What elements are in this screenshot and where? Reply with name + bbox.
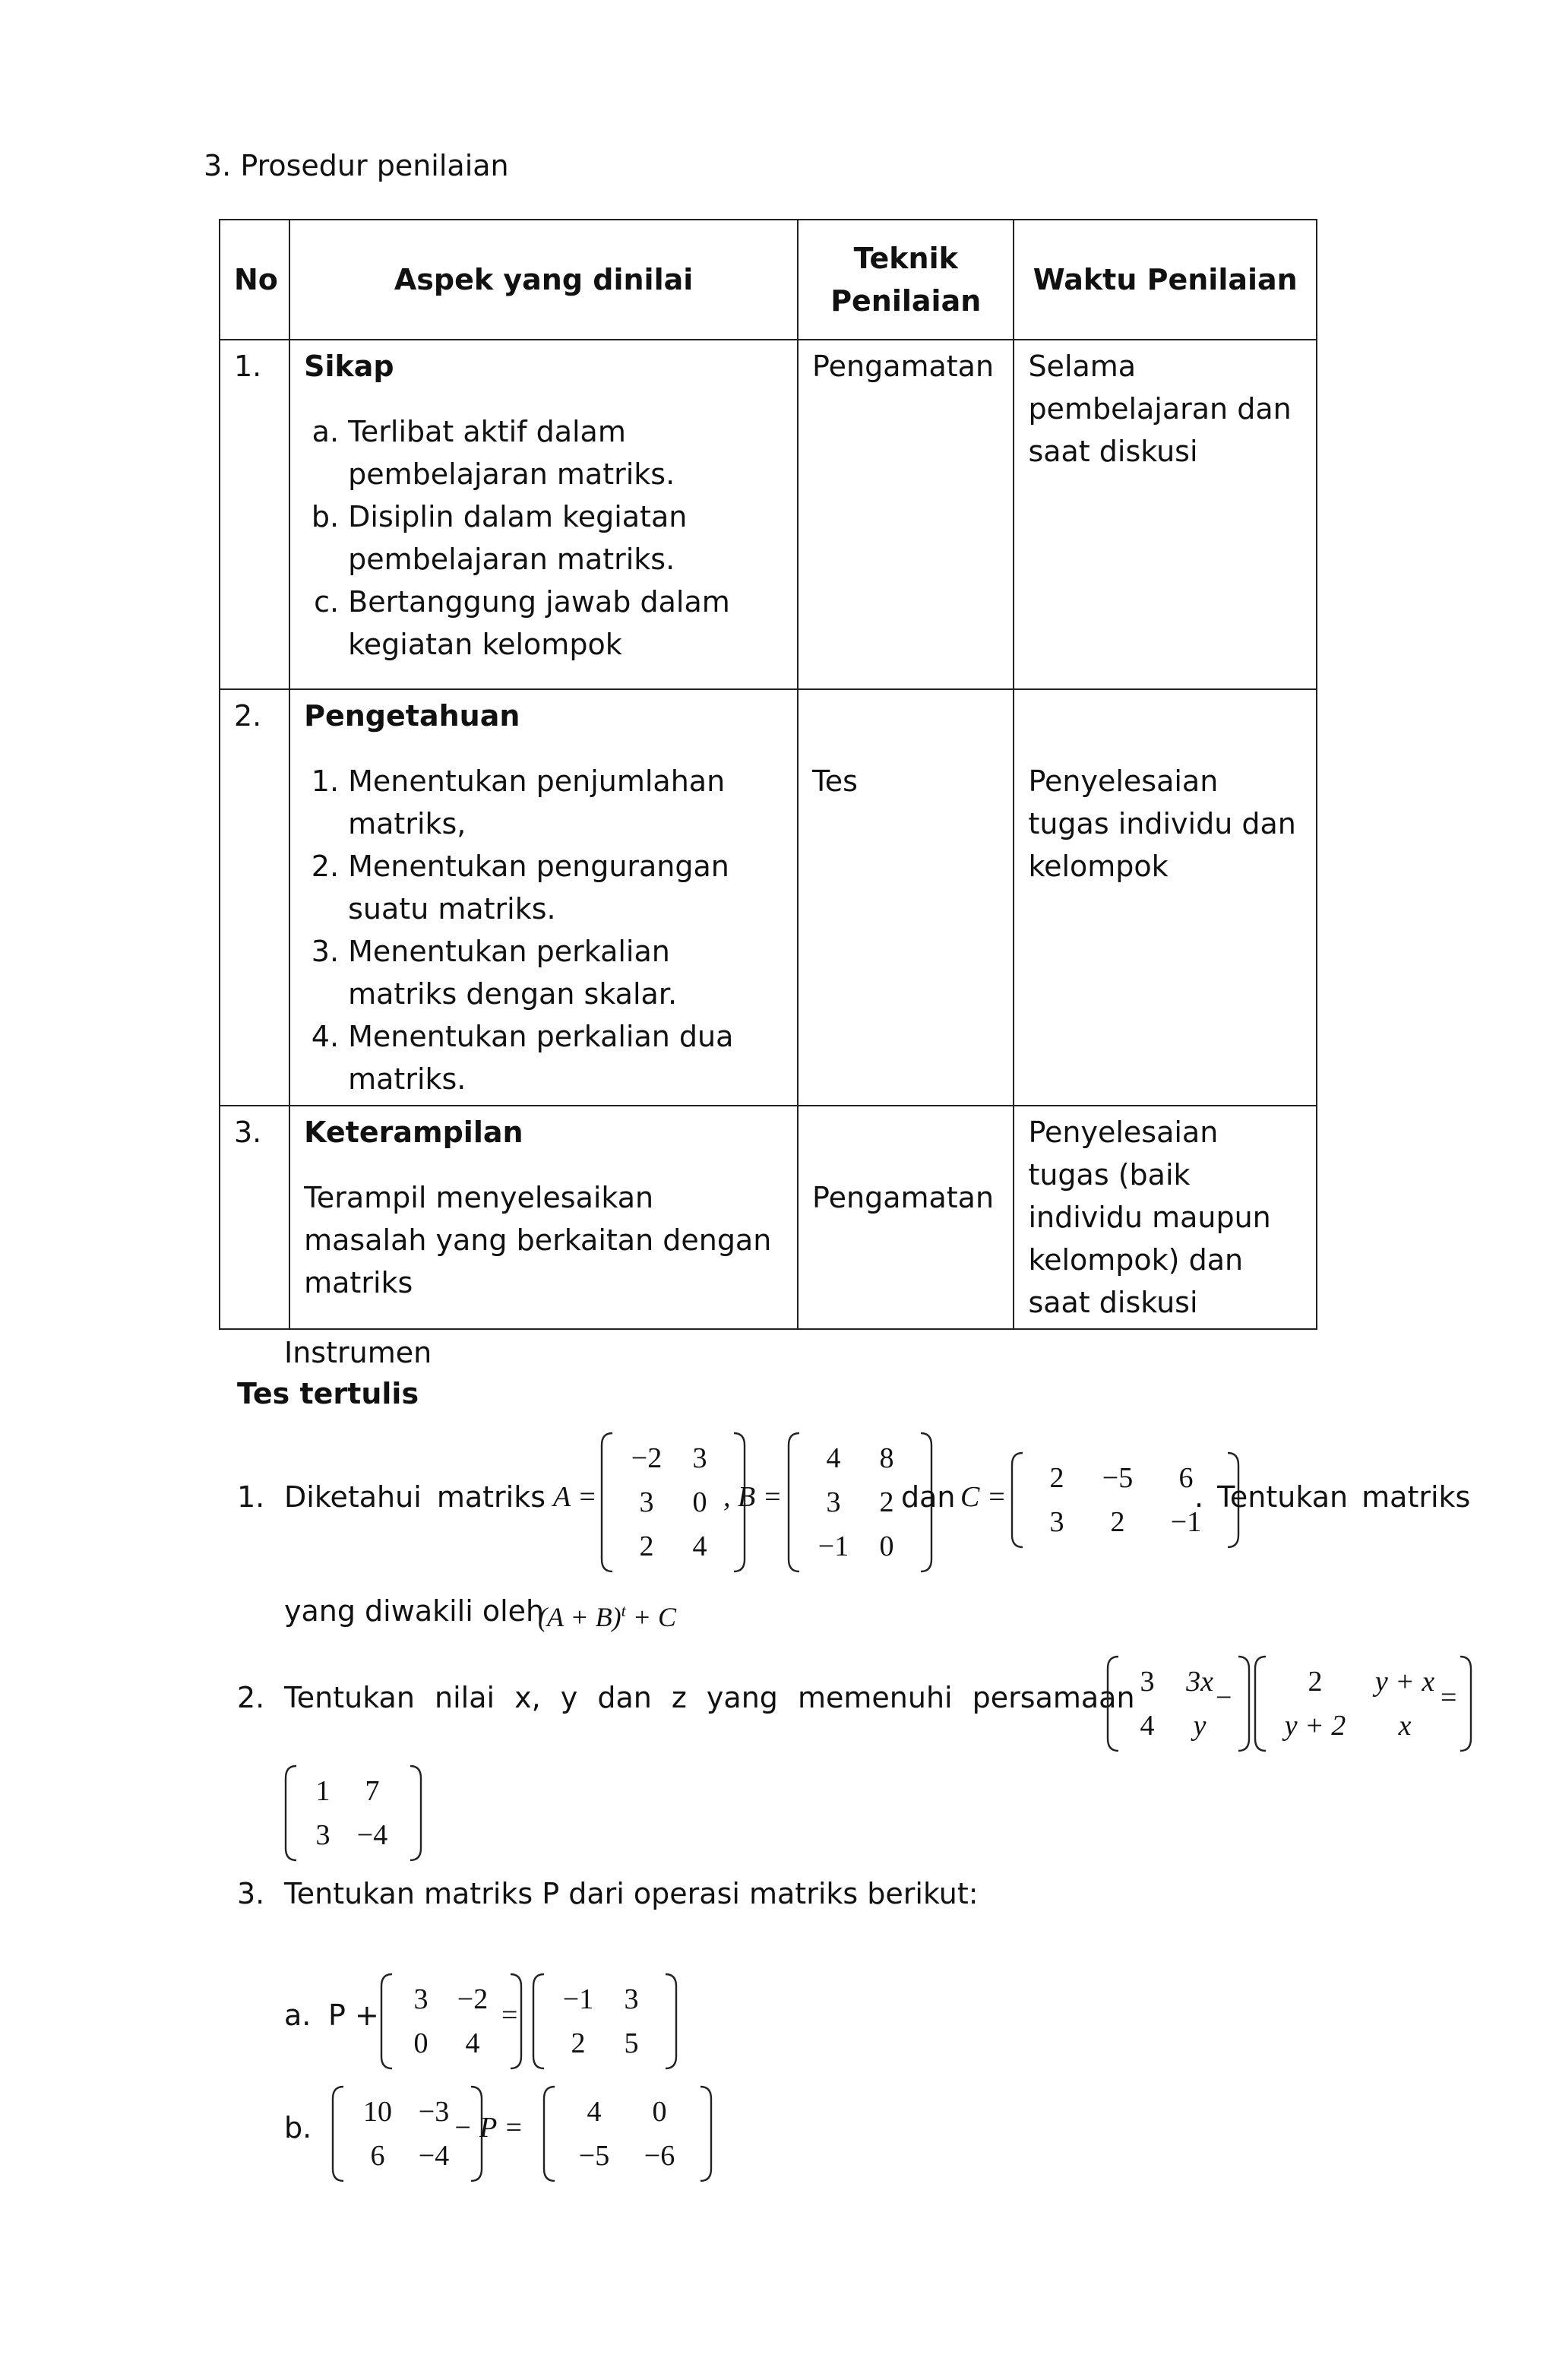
q1-tail: . Tentukan matriks bbox=[1194, 1480, 1471, 1514]
row-text: Terampil menyelesaikan masalah yang berkaitan dengan matriks bbox=[304, 1181, 772, 1299]
table-row bbox=[220, 689, 1317, 1106]
row-waktu: Penyelesaian tugas (baik individu maupun kelompok) dan saat diskusi bbox=[1014, 1106, 1317, 1329]
matrix-cell: 0 bbox=[413, 2027, 429, 2059]
matrix-q3b-2 bbox=[542, 2085, 713, 2182]
matrix-cell: −6 bbox=[644, 2140, 675, 2172]
list-item: 4. Menentukan perkalian dua matriks. bbox=[348, 1015, 783, 1100]
table-row bbox=[220, 340, 1317, 689]
table-row bbox=[220, 1106, 1317, 1329]
q1-c-label: C = bbox=[960, 1481, 1007, 1513]
header-waktu: Waktu Penilaian bbox=[1014, 220, 1317, 340]
q1-expression: $(A + B)^t + C$ bbox=[538, 1601, 677, 1632]
matrix-cell: 3 bbox=[826, 1486, 841, 1518]
matrix-cell: 3 bbox=[1140, 1666, 1155, 1698]
matrix-q2-2 bbox=[1254, 1655, 1472, 1752]
q3b-label: b. bbox=[284, 2111, 312, 2144]
matrix-cell: −2 bbox=[457, 1983, 489, 2015]
list-item: 1. Menentukan penjumlahan matriks, bbox=[348, 760, 783, 845]
row-aspek bbox=[289, 340, 798, 689]
q3a-equals: = bbox=[501, 1999, 518, 2031]
matrix-cell: 2 bbox=[571, 2027, 586, 2059]
q1-number: 1. bbox=[237, 1480, 265, 1514]
section-title: 3. Prosedur penilaian bbox=[204, 149, 509, 182]
q2-text: Tentukan nilai x, y dan z yang memenuhi persamaan bbox=[284, 1681, 1135, 1714]
q1-b-label: , B = bbox=[723, 1481, 783, 1513]
matrix-cell: 7 bbox=[365, 1775, 380, 1807]
matrix-cell: −4 bbox=[356, 1819, 388, 1851]
matrix-q2-3 bbox=[284, 1764, 422, 1862]
matrix-cell: −2 bbox=[631, 1442, 663, 1474]
matrix-cell: 4 bbox=[587, 2096, 602, 2128]
q3a-p: P + bbox=[328, 1999, 379, 2032]
matrix-cell: 3 bbox=[1049, 1506, 1064, 1538]
matrix-cell: 5 bbox=[624, 2027, 639, 2059]
q3b-mid: − P = bbox=[453, 2112, 523, 2144]
matrix-cell: 2 bbox=[1049, 1462, 1064, 1494]
matrix-cell: 2 bbox=[1308, 1666, 1323, 1698]
row-no: 3. bbox=[220, 1106, 289, 1329]
matrix-cell: y bbox=[1193, 1710, 1207, 1742]
matrix-cell: 2 bbox=[1110, 1506, 1125, 1538]
matrix-cell: y + 2 bbox=[1284, 1710, 1346, 1742]
matrix-cell: 3 bbox=[639, 1486, 654, 1518]
matrix-cell: −4 bbox=[418, 2140, 450, 2172]
matrix-cell: y + x bbox=[1374, 1666, 1435, 1698]
row-aspek bbox=[289, 1106, 798, 1329]
matrix-cell: 0 bbox=[652, 2096, 667, 2128]
assessment-table bbox=[219, 219, 1317, 1330]
list-item: a. Terlibat aktif dalam pembelajaran matriks. bbox=[348, 410, 783, 495]
q2-equals: = bbox=[1441, 1682, 1457, 1714]
q1-a-label: A = bbox=[553, 1481, 597, 1513]
instrumen-label: Instrumen bbox=[284, 1336, 432, 1369]
matrix-cell: 10 bbox=[363, 2096, 392, 2128]
matrix-cell: 4 bbox=[692, 1530, 707, 1562]
header-teknik: Teknik Penilaian bbox=[798, 220, 1014, 340]
row-teknik: Pengamatan bbox=[798, 1106, 1014, 1329]
row-title: Keterampilan bbox=[304, 1116, 523, 1149]
matrix-cell: 8 bbox=[879, 1442, 894, 1474]
matrix-cell: −5 bbox=[1102, 1462, 1134, 1494]
q2-number: 2. bbox=[237, 1681, 265, 1714]
row-no: 1. bbox=[220, 340, 289, 689]
header-aspek: Aspek yang dinilai bbox=[289, 220, 798, 340]
tes-tertulis-label: Tes tertulis bbox=[237, 1377, 419, 1410]
q1-text: Diketahui matriks bbox=[284, 1480, 546, 1514]
q3-text: Tentukan matriks P dari operasi matriks berikut: bbox=[284, 1877, 979, 1910]
matrix-cell: 3 bbox=[315, 1819, 330, 1851]
row-waktu: Selama pembelajaran dan saat diskusi bbox=[1014, 340, 1317, 689]
matrix-cell: 3 bbox=[692, 1442, 707, 1474]
matrix-cell: −1 bbox=[818, 1530, 849, 1562]
table-header-row bbox=[220, 220, 1317, 340]
matrix-cell: 2 bbox=[879, 1486, 894, 1518]
row-no: 2. bbox=[220, 689, 289, 1106]
q2-minus: − bbox=[1216, 1682, 1232, 1714]
q1-line2: yang diwakili oleh bbox=[284, 1594, 545, 1628]
q3-number: 3. bbox=[237, 1877, 265, 1910]
row-waktu: Penyelesaian tugas individu dan kelompok bbox=[1014, 689, 1317, 1106]
matrix-cell: 4 bbox=[1140, 1710, 1155, 1742]
q1-dan: dan bbox=[901, 1480, 956, 1514]
matrix-cell: 4 bbox=[465, 2027, 480, 2059]
list-item: 2. Menentukan pengurangan suatu matriks. bbox=[348, 845, 783, 930]
row-title: Sikap bbox=[304, 350, 394, 383]
matrix-cell: −5 bbox=[578, 2140, 610, 2172]
matrix-cell: −1 bbox=[562, 1983, 594, 2015]
matrix-cell: 2 bbox=[639, 1530, 654, 1562]
list-item: b. Disiplin dalam kegiatan pembelajaran matriks. bbox=[348, 495, 783, 581]
matrix-cell: 4 bbox=[826, 1442, 841, 1474]
header-no: No bbox=[220, 220, 289, 340]
matrix-q3a-2 bbox=[532, 1973, 678, 2070]
row-teknik: Tes bbox=[798, 689, 1014, 1106]
matrix-cell: −1 bbox=[1170, 1506, 1202, 1538]
matrix-cell: 6 bbox=[370, 2140, 385, 2172]
row-title: Pengetahuan bbox=[304, 699, 520, 733]
matrix-cell: x bbox=[1398, 1710, 1412, 1742]
list-item: c. Bertanggung jawab dalam kegiatan kelompok bbox=[348, 581, 783, 666]
matrix-cell: 0 bbox=[879, 1530, 894, 1562]
matrix-cell: 3 bbox=[624, 1983, 639, 2015]
matrix-cell: 6 bbox=[1178, 1462, 1194, 1494]
matrix-cell: 1 bbox=[315, 1775, 330, 1807]
matrix-cell: 3 bbox=[413, 1983, 429, 2015]
list-item: 3. Menentukan perkalian matriks dengan skalar. bbox=[348, 930, 783, 1015]
row-teknik: Pengamatan bbox=[798, 340, 1014, 689]
matrix-cell: 3x bbox=[1186, 1666, 1213, 1698]
matrix-cell: 0 bbox=[692, 1486, 707, 1518]
q3a-label: a. bbox=[284, 1999, 312, 2032]
row-aspek bbox=[289, 689, 798, 1106]
matrix-cell: −3 bbox=[418, 2096, 450, 2128]
